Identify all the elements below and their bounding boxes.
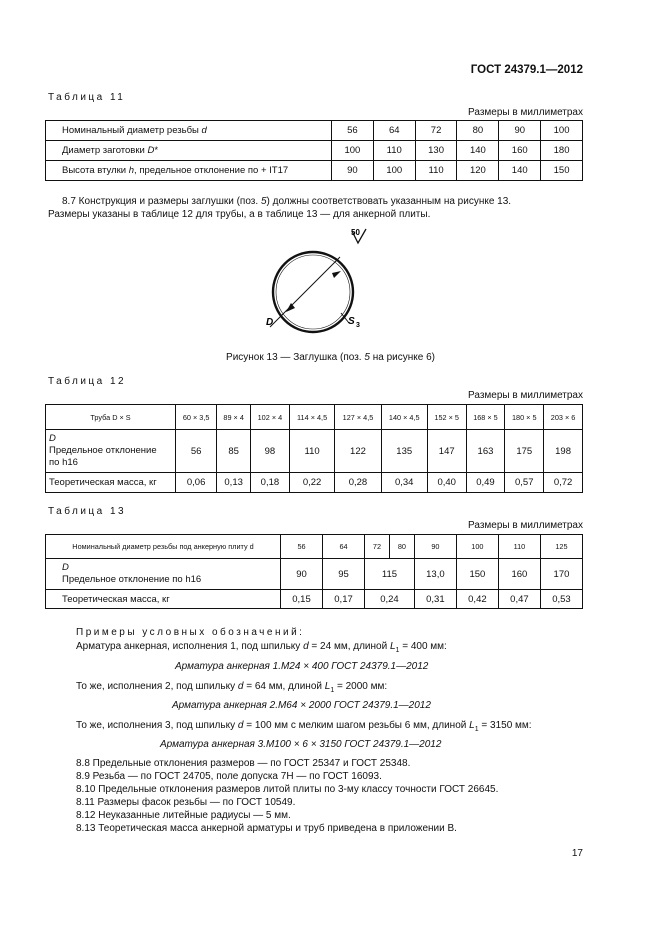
example3-designation: Арматура анкерная 3.М100 × 6 × 3150 ГОСТ 24379.1—2012 xyxy=(160,739,442,750)
table-cell: 100 xyxy=(541,121,583,141)
example2-text: То же, исполнения 2, под шпильку d = 64 мм, длиной $L_1 = 2000$ мм: xyxy=(76,681,388,694)
table-cell: 0,31 xyxy=(414,590,456,609)
table-cell: 110 xyxy=(373,141,415,161)
table-cell: 13,0 xyxy=(414,559,456,590)
table-cell: 0,22 xyxy=(289,473,335,493)
column-header: 100 xyxy=(456,535,498,559)
table-header-row xyxy=(46,405,583,430)
table-cell: 90 xyxy=(499,121,541,141)
table-cell: 198 xyxy=(544,430,583,473)
table-cell: 115 xyxy=(365,559,415,590)
column-header: 203 × 6 xyxy=(544,405,583,430)
table-cell: 140 xyxy=(499,161,541,181)
table-cell: 0,72 xyxy=(544,473,583,493)
table-cell: 0,42 xyxy=(456,590,498,609)
table-cell: 180 xyxy=(541,141,583,161)
table-cell: 0,53 xyxy=(540,590,582,609)
column-header: 89 × 4 xyxy=(217,405,251,430)
table-cell: 110 xyxy=(289,430,335,473)
plug-inner-outline xyxy=(276,255,350,329)
table-cell: 160 xyxy=(498,559,540,590)
clause-8-8: 8.8 Предельные отклонения размеров — по ГОСТ 25347 и ГОСТ 25348. xyxy=(76,758,411,769)
table-cell: 0,17 xyxy=(323,590,365,609)
table-cell: 0,06 xyxy=(176,473,217,493)
roughness-label: 50 xyxy=(351,228,360,237)
table-cell: 0,34 xyxy=(381,473,427,493)
table-cell: 100 xyxy=(373,161,415,181)
row-label: D Предельное отклонение по h16 xyxy=(46,559,281,590)
diameter-label: D xyxy=(266,317,274,328)
table-cell: 0,57 xyxy=(505,473,544,493)
column-header: 102 × 4 xyxy=(251,405,290,430)
row-label: Номинальный диаметр резьбы d xyxy=(46,121,332,141)
row-label: Высота втулки h, предельное отклонение по + IT17 xyxy=(46,161,332,181)
table-cell: 170 xyxy=(540,559,582,590)
table-cell: 150 xyxy=(541,161,583,181)
column-header: 90 xyxy=(414,535,456,559)
paragraph-8-7-line1: 8.7 Конструкция и размеры заглушки (поз. 5) должны соответствовать указанным на рисунке 13. xyxy=(62,196,512,207)
table-cell: 110 xyxy=(415,161,457,181)
table-cell: 163 xyxy=(466,430,505,473)
clause-8-10: 8.10 Предельные отклонения размеров литой плиты по 3-му классу точности ГОСТ 26645. xyxy=(76,784,499,795)
table-cell: 56 xyxy=(176,430,217,473)
table12-caption: Таблица 12 xyxy=(48,376,127,387)
column-header: 110 xyxy=(498,535,540,559)
table-cell: 160 xyxy=(499,141,541,161)
row-label: Теоретическая масса, кг xyxy=(46,590,281,609)
table-cell: 100 xyxy=(332,141,374,161)
table-cell: 64 xyxy=(373,121,415,141)
table-cell: 140 xyxy=(457,141,499,161)
table-cell: 72 xyxy=(415,121,457,141)
table-row xyxy=(46,141,583,161)
table-cell: 0,18 xyxy=(251,473,290,493)
arrow-head xyxy=(332,271,341,278)
table-cell: 95 xyxy=(323,559,365,590)
thickness-sub: 3 xyxy=(356,322,360,329)
plug-outline xyxy=(273,252,353,332)
table11-units: Размеры в миллиметрах xyxy=(468,107,583,118)
thickness-label: S xyxy=(348,316,355,327)
column-header: 140 × 4,5 xyxy=(381,405,427,430)
table13-units: Размеры в миллиметрах xyxy=(468,520,583,531)
column-header: 125 xyxy=(540,535,582,559)
arrow-head xyxy=(286,303,295,312)
examples-heading: Примеры условных обозначений: xyxy=(76,627,305,638)
table-row xyxy=(46,473,583,493)
table-cell: 0,13 xyxy=(217,473,251,493)
figure13-caption: Рисунок 13 — Заглушка (поз. 5 на рисунке 6) xyxy=(226,352,435,363)
table11 xyxy=(45,120,583,181)
figure13-drawing xyxy=(0,225,661,345)
table-cell: 80 xyxy=(457,121,499,141)
table-cell: 0,40 xyxy=(427,473,466,493)
clause-8-13: 8.13 Теоретическая масса анкерной арматуры и труб приведена в приложении В. xyxy=(76,823,457,834)
row-label: D Предельное отклонение по h16 xyxy=(46,430,176,473)
table-cell: 90 xyxy=(332,161,374,181)
paragraph-8-7-line2: Размеры указаны в таблице 12 для трубы, а в таблице 13 — для анкерной плиты. xyxy=(48,209,431,220)
example1-designation: Арматура анкерная 1.М24 × 400 ГОСТ 24379.1—2012 xyxy=(175,661,429,672)
table-cell: 0,24 xyxy=(365,590,415,609)
table-header-row xyxy=(46,535,583,559)
table-cell: 122 xyxy=(335,430,381,473)
example1-text: Арматура анкерная, исполнения 1, под шпильку d = 24 мм, длиной $L_1 = 400$ мм: xyxy=(76,641,447,654)
column-header: 72 xyxy=(365,535,390,559)
column-header: 127 × 4,5 xyxy=(335,405,381,430)
column-header: Труба D × S xyxy=(46,405,176,430)
column-header: 180 × 5 xyxy=(505,405,544,430)
table-cell: 56 xyxy=(332,121,374,141)
table-row xyxy=(46,161,583,181)
roughness-symbol xyxy=(351,228,366,243)
table-cell: 85 xyxy=(217,430,251,473)
row-label: Теоретическая масса, кг xyxy=(46,473,176,493)
table-cell: 0,15 xyxy=(281,590,323,609)
table12-units: Размеры в миллиметрах xyxy=(468,390,583,401)
table-cell: 120 xyxy=(457,161,499,181)
column-header: 80 xyxy=(389,535,414,559)
table-cell: 135 xyxy=(381,430,427,473)
example3-text: То же, исполнения 3, под шпильку d = 100 мм с мелким шагом резьбы 6 мм, длиной $L_1 = 3150$ мм: xyxy=(76,720,532,733)
table-cell: 98 xyxy=(251,430,290,473)
clause-8-12: 8.12 Неуказанные литейные радиусы — 5 мм. xyxy=(76,810,291,821)
column-header: 64 xyxy=(323,535,365,559)
table-cell: 147 xyxy=(427,430,466,473)
column-header: 114 × 4,5 xyxy=(289,405,335,430)
table-cell: 0,49 xyxy=(466,473,505,493)
document-header: ГОСТ 24379.1—2012 xyxy=(470,64,583,76)
table-cell: 0,28 xyxy=(335,473,381,493)
column-header: 56 xyxy=(281,535,323,559)
page-number: 17 xyxy=(571,848,583,859)
clause-8-11: 8.11 Размеры фасок резьбы — по ГОСТ 10549. xyxy=(76,797,296,808)
table12 xyxy=(45,404,583,493)
table-row xyxy=(46,121,583,141)
table-cell: 150 xyxy=(456,559,498,590)
table-cell: 90 xyxy=(281,559,323,590)
column-header: 152 × 5 xyxy=(427,405,466,430)
table11-caption: Таблица 11 xyxy=(48,92,126,103)
table13-caption: Таблица 13 xyxy=(48,506,127,517)
table-row xyxy=(46,559,583,590)
table13 xyxy=(45,534,583,609)
clause-8-9: 8.9 Резьба — по ГОСТ 24705, поле допуска 7Н — по ГОСТ 16093. xyxy=(76,771,382,782)
table-row xyxy=(46,590,583,609)
table-cell: 175 xyxy=(505,430,544,473)
table-row xyxy=(46,430,583,473)
column-header: 60 × 3,5 xyxy=(176,405,217,430)
table-cell: 0,47 xyxy=(498,590,540,609)
example2-designation: Арматура анкерная 2.М64 × 2000 ГОСТ 24379.1—2012 xyxy=(172,700,431,711)
column-header: Номинальный диаметр резьбы под анкерную плиту d xyxy=(46,535,281,559)
table-cell: 130 xyxy=(415,141,457,161)
column-header: 168 × 5 xyxy=(466,405,505,430)
row-label: Диаметр заготовки D* xyxy=(46,141,332,161)
